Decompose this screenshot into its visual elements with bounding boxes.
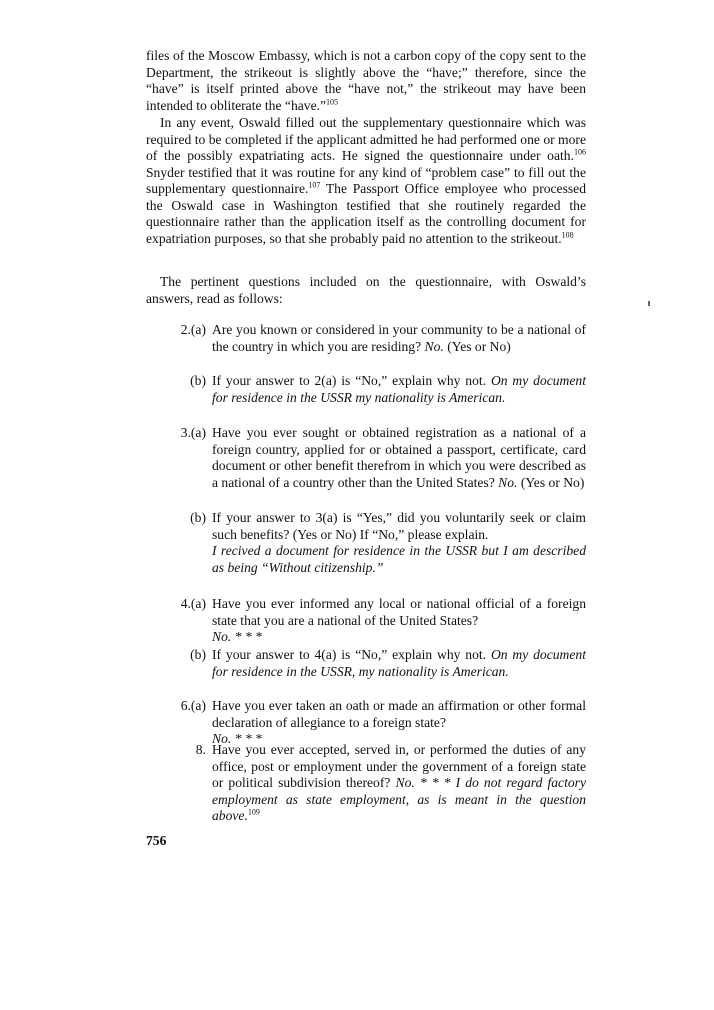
answer-text: No. * * * — [212, 629, 262, 644]
question-text: Have you ever taken an oath or made an affirmation or other formal declaration of allegiance to a foreign state? — [212, 698, 586, 730]
question-text: Have you ever informed any local or national official of a foreign state that you are a national of the United States? — [212, 596, 586, 628]
paragraph-1-text: files of the Moscow Embassy, which is not a carbon copy of the copy sent to the Department, the strikeout is slightly above the “have;” therefore, since the “have” is itself printed above the “have not,” the strikeout may have been intended to obliterate the “have.” — [146, 48, 586, 113]
footnote-ref: 105 — [326, 96, 339, 106]
answer-text: No. — [498, 474, 518, 490]
question-label: (b) — [190, 647, 206, 662]
footnote-ref: 106 — [574, 147, 586, 157]
footnote-ref: 107 — [308, 180, 321, 190]
question-label: 2.(a) — [180, 322, 206, 337]
paragraph-3 — [146, 274, 586, 307]
paragraph-2-text-c: The Passport Office employee who processed the Oswald case in Washington testified that she routinely regarded the questionnaire rather than the application itself as the controlling document for expatriation purposes, so that she probably paid no attention to the strikeout. — [146, 181, 587, 246]
question-text: If your answer to 3(a) is “Yes,” did you voluntarily seek or claim such benefits? (Yes or No) If “No,” please explain. — [212, 510, 586, 542]
question-text: Are you known or considered in your community to be a national of the country in which you are residing? — [212, 322, 586, 354]
question-3a — [160, 425, 586, 491]
answer-text: No. — [424, 338, 444, 354]
question-2a — [160, 322, 586, 355]
question-2b — [160, 373, 586, 406]
answer-text: No. * * * I do not regard factory employment as state employment, as is meant in the question above. — [212, 775, 586, 823]
answer-text: On my document for residence in the USSR my nationality is American. — [212, 373, 586, 405]
answer-text: No. * * * — [212, 731, 262, 746]
question-label: 4.(a) — [180, 596, 206, 611]
paragraph-2-text-b: Snyder testified that it was routine for any kind of “problem case” to fill out the supplementary questionnaire. — [146, 164, 586, 196]
page-number: 756 — [146, 833, 167, 848]
paragraph-2 — [146, 115, 586, 247]
paragraph-1 — [146, 48, 586, 114]
question-text: Have you ever accepted, served in, or performed the duties of any office, post or employment under the government of a foreign state or political subdivision thereof? — [212, 742, 586, 790]
scan-mark — [648, 301, 650, 306]
answer-text: I recived a document for residence in the USSR but I am described as being “Without citizenship.” — [212, 543, 586, 575]
question-4a — [160, 596, 586, 646]
answer-text: On my document for residence in the USSR, my nationality is American. — [212, 647, 586, 679]
footnote-ref: 108 — [561, 229, 574, 239]
question-label: 3.(a) — [180, 425, 206, 440]
question-6a — [160, 698, 586, 748]
question-text: Have you ever sought or obtained registration as a national of a foreign country, applied for or obtained a passport, certificate, card document or other benefit therefrom in which you were described as a national of a country other than the United States? — [212, 425, 586, 490]
question-4b — [160, 647, 586, 680]
question-text: If your answer to 4(a) is “No,” explain why not. — [212, 647, 487, 662]
paragraph-3-text: The pertinent questions included on the questionnaire, with Oswald’s answers, read as follows: — [146, 274, 586, 306]
question-label: (b) — [190, 373, 206, 388]
question-label: 6.(a) — [180, 698, 206, 713]
question-text: If your answer to 2(a) is “No,” explain why not. — [212, 373, 487, 388]
answer-format-hint: (Yes or No) — [520, 474, 585, 490]
question-label: (b) — [190, 510, 206, 525]
question-label: 8. — [195, 742, 206, 757]
question-3b — [160, 510, 586, 576]
footnote-ref: 109 — [247, 807, 260, 817]
paragraph-2-text-a: In any event, Oswald filled out the supplementary questionnaire which was required to be completed if the applicant admitted he had performed one or more of the possibly expatriating acts. He signed the questionnaire under oath. — [146, 115, 586, 163]
answer-format-hint: (Yes or No) — [447, 338, 511, 354]
question-8 — [160, 742, 586, 825]
